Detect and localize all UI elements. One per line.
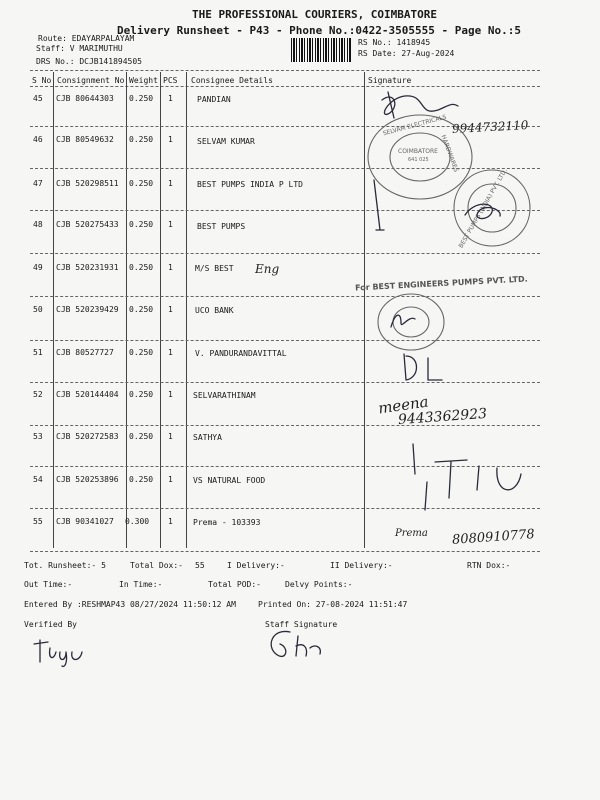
row-pcs: 1 — [168, 475, 173, 484]
row-separator — [30, 382, 540, 383]
table-top-border — [30, 70, 540, 71]
row-pcs: 1 — [168, 94, 173, 103]
barcode — [291, 38, 351, 62]
row-consignment: CJB 520144404 — [56, 390, 119, 399]
row-sno: 46 — [33, 135, 43, 144]
row-pcs: 1 — [168, 348, 173, 357]
runsheet-subtitle: Delivery Runsheet - P43 - Phone No.:0422-3505555 - Page No.:5 — [117, 24, 521, 37]
drs-number: DRS No.: DCJB141894505 — [36, 57, 142, 66]
row-consignee: UCO BANK — [195, 306, 234, 315]
stamp-text: BEST PUMPS (INDIA) PVT. LTD. — [457, 167, 509, 250]
total-dox-label: Total Dox:- — [130, 561, 183, 570]
row-weight: 0.250 — [129, 348, 154, 357]
row-sno: 53 — [33, 432, 43, 441]
row-consignee: PANDIAN — [197, 95, 231, 104]
row-weight: 0.250 — [129, 220, 154, 229]
handwritten-name: meena — [376, 392, 430, 418]
col-header-consignment: Consignment No — [57, 76, 125, 85]
staff-signature — [262, 626, 332, 666]
table-header-border — [30, 86, 540, 87]
row-sno: 50 — [33, 305, 43, 314]
row-consignee: VS NATURAL FOOD — [193, 476, 266, 485]
row-separator — [30, 340, 540, 341]
row-consignee: BEST PUMPS — [197, 222, 246, 231]
row-sno: 49 — [33, 263, 43, 272]
row-consignment: CJB 80549632 — [56, 135, 114, 144]
col-header-weight: Weight — [129, 76, 158, 85]
row-pcs: 1 — [168, 135, 173, 144]
company-title: THE PROFESSIONAL COURIERS, COIMBATORE — [192, 8, 438, 21]
total-dox-value: 55 — [195, 561, 205, 570]
staff-signature-label: Staff Signature — [265, 620, 338, 629]
row-consignment: CJB 520239429 — [56, 305, 119, 314]
row-pcs: 1 — [168, 179, 173, 188]
row-pcs: 1 — [168, 220, 173, 229]
printed-on: Printed On: 27-08-2024 11:51:47 — [258, 600, 408, 609]
row-consignment: CJB 520272583 — [56, 432, 119, 441]
total-pod-label: Total POD:- — [208, 580, 261, 589]
row-weight: 0.250 — [129, 263, 154, 272]
row-weight: 0.300 — [125, 517, 150, 526]
row-consignment: CJB 80644303 — [56, 94, 114, 103]
handwritten-phone: 8080910778 — [451, 527, 536, 548]
signature-row54 — [405, 438, 535, 518]
row-sno: 47 — [33, 179, 43, 188]
row-sno: 48 — [33, 220, 43, 229]
tot-runsheet: Tot. Runsheet:- 5 — [24, 561, 106, 570]
verified-by-signature — [32, 638, 92, 668]
row-consignee: V. PANDURANDAVITTAL — [195, 349, 287, 358]
row-weight: 0.250 — [129, 475, 154, 484]
signature-row45 — [370, 88, 460, 128]
col-header-sno: S No — [32, 76, 52, 85]
col-header-signature: Signature — [368, 76, 412, 85]
stamp-text: COIMBATORE — [398, 148, 438, 155]
row-consignee: Prema - 103393 — [193, 518, 261, 527]
row-sno: 54 — [33, 475, 43, 484]
signature-row47 — [370, 170, 510, 240]
route-label: Route: EDAYARPALAYAM — [38, 34, 135, 43]
row-sno: 45 — [33, 94, 43, 103]
row-weight: 0.250 — [129, 432, 154, 441]
verified-by-label: Verified By — [24, 620, 77, 629]
handwritten-phone: 9944732110 — [451, 118, 529, 136]
row-consignment: CJB 80527727 — [56, 348, 114, 357]
entered-by: Entered By :RESHMAP43 08/27/2024 11:50:12 AM — [24, 600, 236, 609]
row-consignee: BEST PUMPS INDIA P LTD — [197, 180, 303, 189]
col-divider — [160, 72, 161, 548]
row-weight: 0.250 — [129, 390, 154, 399]
delvy-points-label: Delvy Points:- — [285, 580, 353, 589]
stamp-text: 641 025 — [408, 157, 429, 163]
row-separator — [30, 253, 540, 254]
row-consignee: SELVARATHINAM — [193, 391, 256, 400]
col-divider — [53, 72, 54, 548]
row-pcs: 1 — [168, 390, 173, 399]
rs-number: RS No.: 1418945 — [358, 38, 431, 47]
col-header-consignee: Consignee Details — [191, 76, 273, 85]
col-divider — [126, 72, 127, 548]
col-divider — [186, 72, 187, 548]
row-consignment: CJB 520231931 — [56, 263, 119, 272]
handwritten-phone: 9443362923 — [397, 405, 488, 429]
row-pcs: 1 — [168, 263, 173, 272]
row-separator — [30, 296, 540, 297]
i-delivery-label: I Delivery:- — [227, 561, 285, 570]
out-time-label: Out Time:- — [24, 580, 73, 589]
row-consignment: CJB 520275433 — [56, 220, 119, 229]
row-consignment: CJB 90341027 — [56, 517, 114, 526]
rtn-dox-label: RTN Dox:- — [467, 561, 511, 570]
handwritten-eng: Eng — [255, 262, 280, 276]
rs-date: RS Date: 27-Aug-2024 — [358, 49, 455, 58]
row-consignment: CJB 520298511 — [56, 179, 119, 188]
row-pcs: 1 — [168, 305, 173, 314]
row-consignee: SATHYA — [193, 433, 222, 442]
ii-delivery-label: II Delivery:- — [330, 561, 393, 570]
stamp-text: HARDWARES — [439, 134, 460, 173]
table-bottom-border — [30, 551, 540, 552]
row-sno: 52 — [33, 390, 43, 399]
row-separator — [30, 425, 540, 426]
row-sno: 51 — [33, 348, 43, 357]
company-stamp-text: For BEST ENGINEERS PUMPS PVT. LTD. — [354, 274, 528, 293]
signature-row50 — [385, 305, 425, 335]
row-weight: 0.250 — [129, 135, 154, 144]
row-weight: 0.250 — [129, 179, 154, 188]
col-header-pcs: PCS — [163, 76, 178, 85]
row-pcs: 1 — [168, 517, 173, 526]
row-consignment: CJB 520253896 — [56, 475, 119, 484]
row-weight: 0.250 — [129, 305, 154, 314]
row-consignee: SELVAM KUMAR — [197, 137, 255, 146]
row-pcs: 1 — [168, 432, 173, 441]
signature-row51 — [398, 350, 448, 385]
stamp-text: SELVAM ELECTRICALS — [382, 113, 448, 138]
row-sno: 55 — [33, 517, 43, 526]
row-weight: 0.250 — [129, 94, 154, 103]
row-consignee: M/S BEST — [195, 264, 234, 273]
in-time-label: In Time:- — [119, 580, 163, 589]
handwritten-name: Prema — [395, 528, 428, 539]
staff-label: Staff: V MARIMUTHU — [36, 44, 123, 53]
